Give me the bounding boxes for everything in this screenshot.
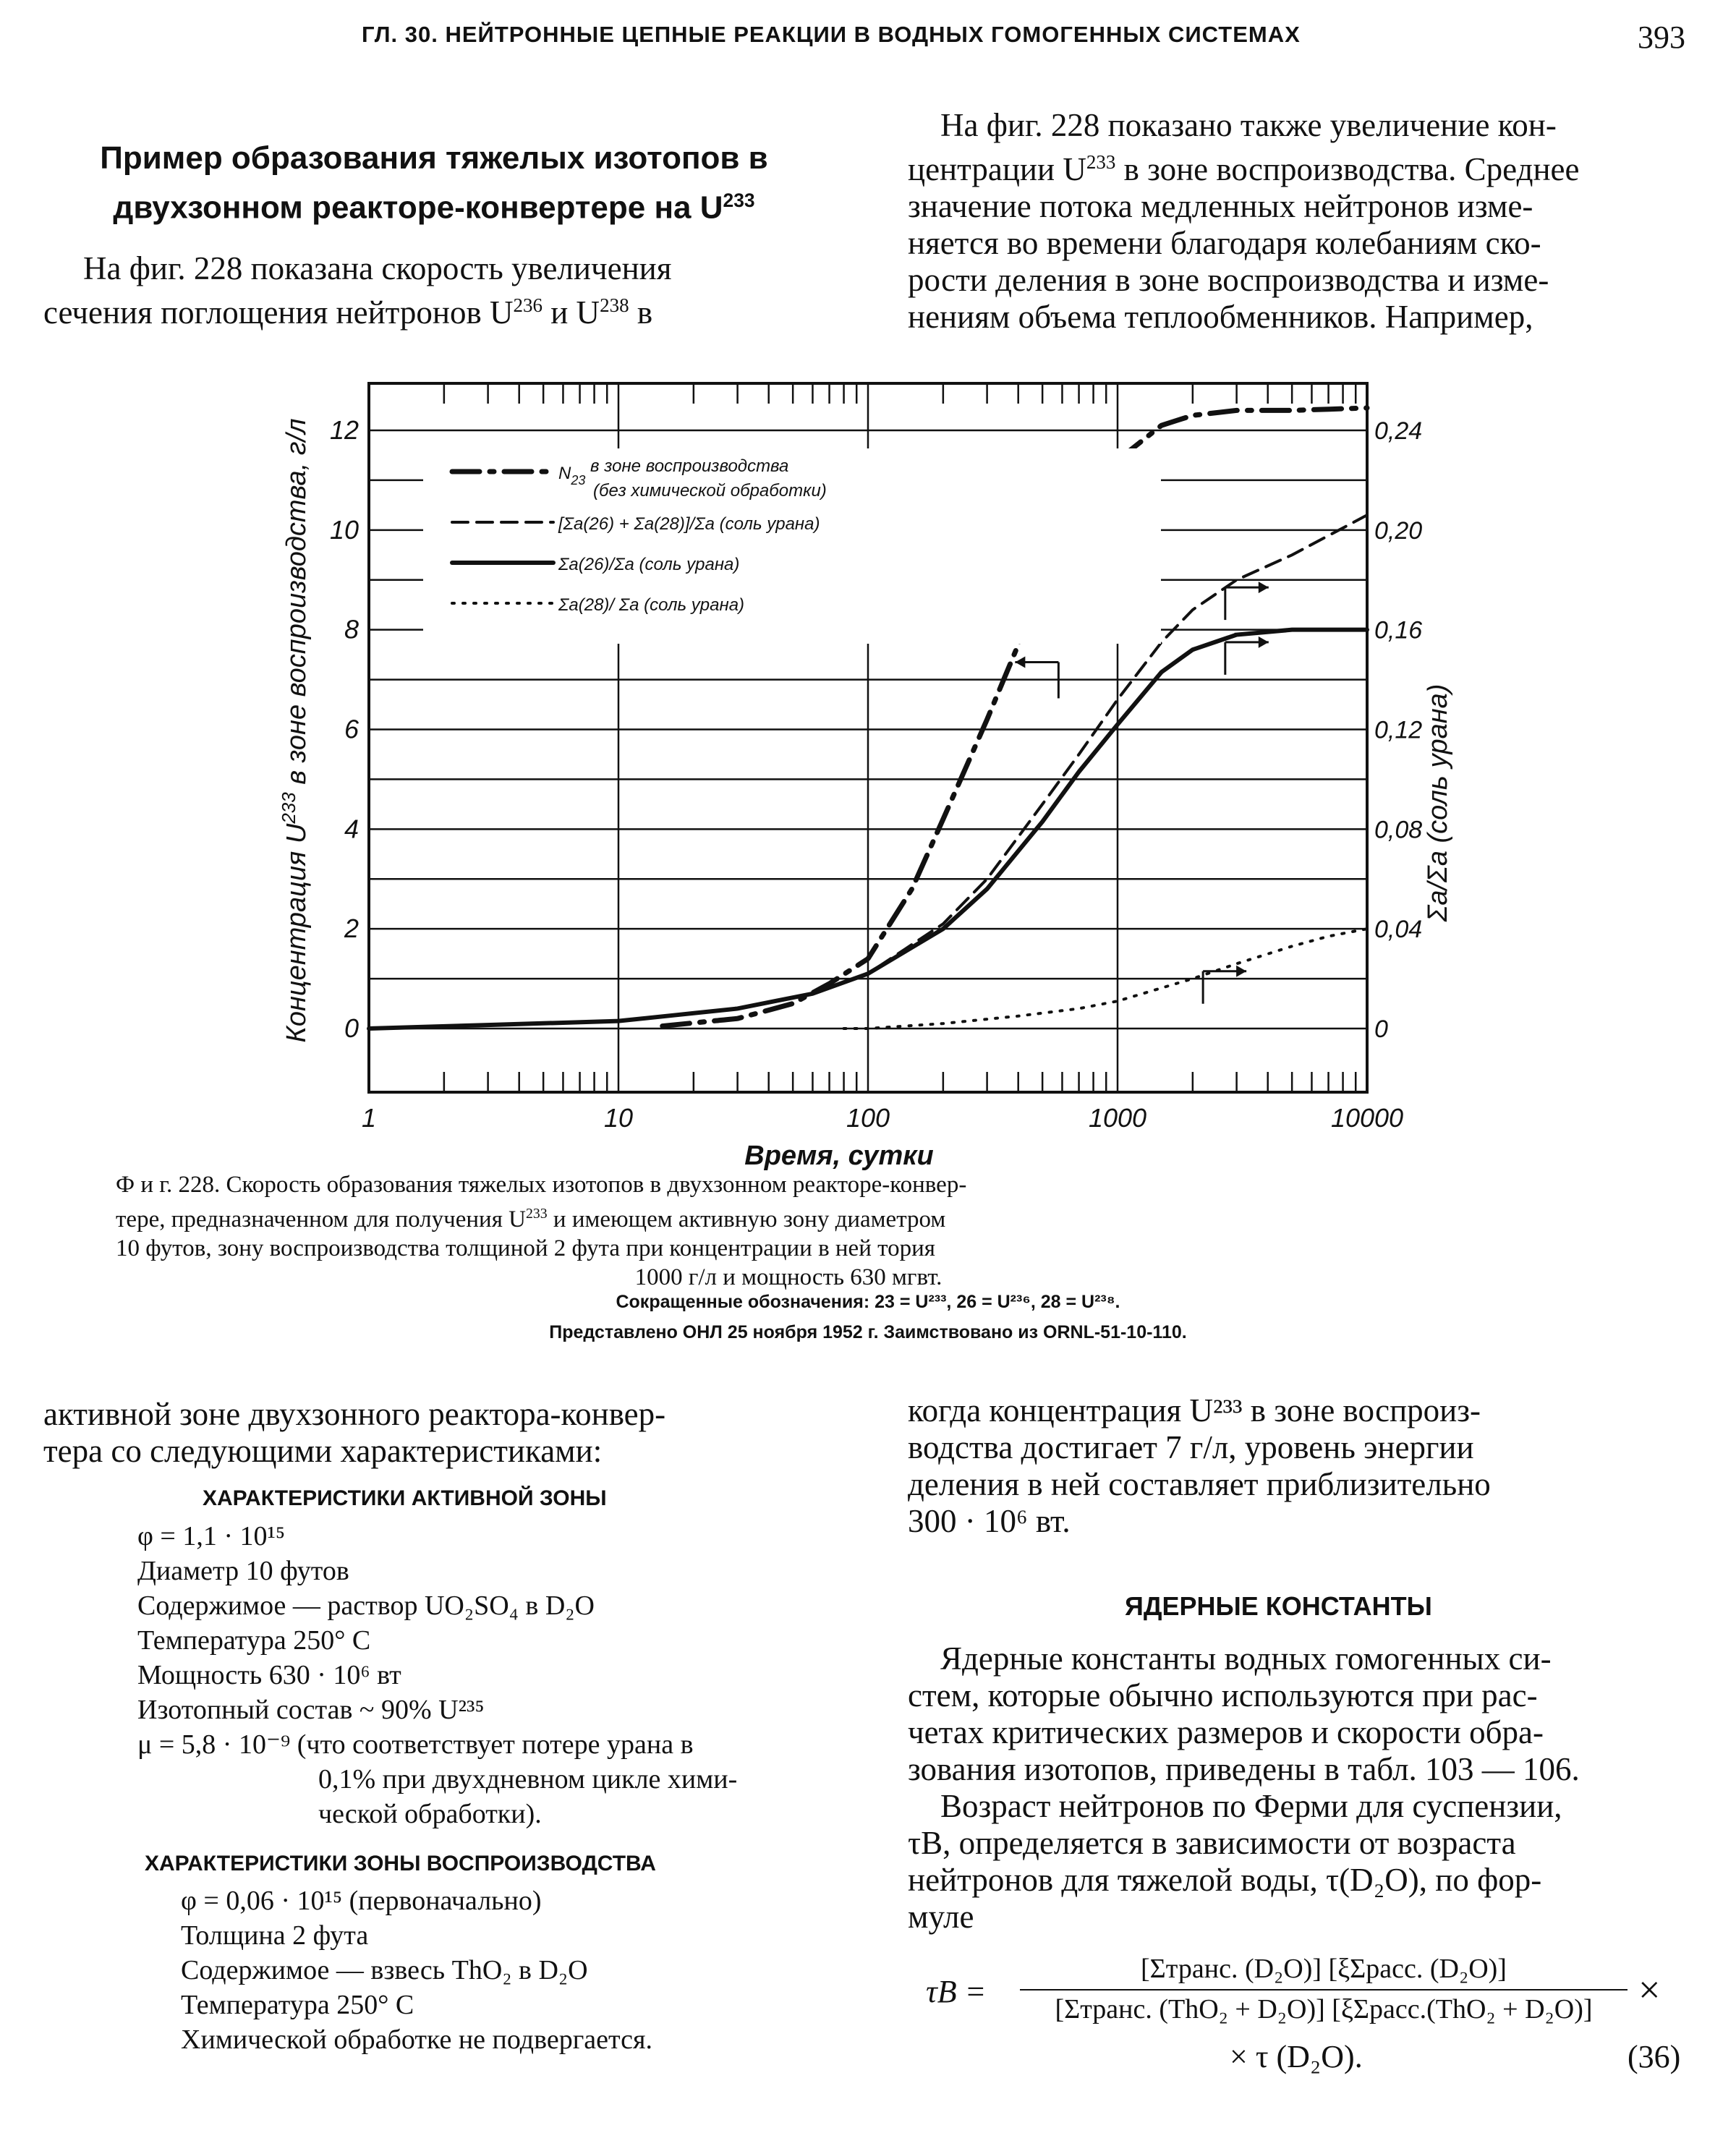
rt-line5: рости деления в зоне воспроизводства и изме- <box>908 262 1549 298</box>
core-heading: ХАРАКТЕРИСТИКИ АКТИВНОЙ ЗОНЫ <box>203 1486 607 1510</box>
x-tick-label: 1000 <box>1088 1103 1147 1133</box>
y-left-tick-label: 0 <box>344 1013 359 1043</box>
running-title: ГЛ. 30. НЕЙТРОННЫЕ ЦЕПНЫЕ РЕАКЦИИ В ВОДНЫХ ГОМОГЕННЫХ СИСТЕМАХ <box>362 22 1301 47</box>
legend-label: Σa(26)/Σa (соль урана) <box>558 555 740 574</box>
y-left-tick-label: 2 <box>344 914 359 944</box>
right-bottom-paragraph <box>908 1392 1685 1540</box>
y-right-axis-label: Σa/Σa (соль урана) <box>1423 684 1453 922</box>
x-tick-label: 10000 <box>1330 1103 1404 1133</box>
y-left-tick-label: 10 <box>329 514 359 545</box>
blanket-item: Содержимое — взвесь ThO₂ в D₂O <box>181 1955 588 1985</box>
left-top-line2 <box>43 287 817 331</box>
p1-line: стем, которые обычно используются при рас- <box>908 1677 1538 1713</box>
lt-sup2: 238 <box>600 294 629 316</box>
right-top-paragraph <box>908 107 1685 336</box>
y-right-tick-label: 0,16 <box>1374 616 1423 644</box>
y-right-tick-label: 0,04 <box>1374 916 1423 944</box>
cap-l2a: тере, предназначенном для получения U <box>116 1206 526 1232</box>
rb-line3: деления в ней составляет приблизительно <box>908 1466 1491 1502</box>
chart-arrows <box>1015 582 1268 1004</box>
caption-line3: 10 футов, зону воспроизводства толщиной 2 фута при концентрации в ней тория <box>116 1235 935 1261</box>
x-tick-label: 10 <box>603 1103 634 1133</box>
axis-indicator-head <box>1259 636 1269 648</box>
caption-line2 <box>116 1199 1461 1234</box>
blanket-item: φ = 0,06 · 10¹⁵ (первоначально) <box>181 1886 542 1916</box>
blanket-spec-list <box>181 1883 652 2057</box>
core-item: Температура 250° С <box>137 1625 371 1656</box>
formula-times: × <box>1638 1968 1661 2011</box>
x-axis-label: Время, сутки <box>744 1141 934 1171</box>
x-tick-label: 100 <box>846 1103 890 1133</box>
p1-line: зования изотопов, приведены в табл. 103 — 106. <box>908 1751 1580 1787</box>
rt-sup: 233 <box>1086 151 1116 173</box>
mu-line1: μ = 5,8 · 10⁻⁹ (что соответствует потере урана в <box>137 1729 694 1760</box>
rt-l2b: в зоне воспроизводства. Среднее <box>1115 151 1580 187</box>
blanket-heading: ХАРАКТЕРИСТИКИ ЗОНЫ ВОСПРОИЗВОДСТВА <box>145 1852 656 1875</box>
p1-line: четах критических размеров и скорости обра- <box>908 1714 1544 1750</box>
lt-sup1: 236 <box>513 294 542 316</box>
p2-line: нейтронов для тяжелой воды, τ(D₂O), по фор- <box>908 1862 1542 1898</box>
legend-label: [Σa(26) + Σa(28)]/Σa (соль урана) <box>558 514 820 534</box>
formula-denominator: [Σтранс. (ThO₂ + D₂O)] [ξΣрасс.(ThO₂ + D₂O)] <box>1055 1994 1593 2024</box>
mu-line2: 0,1% при двухдневном цикле хими- <box>318 1764 738 1794</box>
page-number: 393 <box>1638 20 1685 55</box>
p2-line: τB, определяется в зависимости от возраста <box>908 1825 1516 1861</box>
section-title-line2-text: двухзонном реакторе-конвертере на U <box>113 190 723 226</box>
core-item: Содержимое — раствор UO₂SO₄ в D₂O <box>137 1591 595 1621</box>
section-title-line1: Пример образования тяжелых изотопов в <box>100 140 768 176</box>
rt-line6: нениям объема теплообменников. Например, <box>908 299 1533 335</box>
fraction-bar <box>1020 1989 1628 1990</box>
formula-numerator: [Σтранс. (D₂O)] [ξΣрасс. (D₂O)] <box>1141 1954 1507 1984</box>
equation-number: (36) <box>1628 2039 1681 2074</box>
rt-l2a: центрации U <box>908 151 1086 187</box>
core-item: Изотопный состав ~ 90% U²³⁵ <box>137 1695 485 1725</box>
legend-label: $N_{23}$ в зоне воспроизводства <box>558 456 789 487</box>
cap-l2sup: 233 <box>525 1206 548 1222</box>
legend-label: Σa(28)/ Σa (соль урана) <box>558 595 745 615</box>
nuclear-constants-paragraph <box>908 1640 1685 1936</box>
y-left-tick-label: 6 <box>344 714 359 744</box>
y-right-tick-label: 0,24 <box>1374 417 1423 445</box>
rb-line4: 300 · 10⁶ вт. <box>908 1503 1071 1539</box>
legend-label-continuation: (без химической обработки) <box>593 481 827 501</box>
section-title-line2 <box>43 179 825 229</box>
p2-line: Возраст нейтронов по Ферми для суспензии, <box>940 1788 1562 1824</box>
axis-indicator-head <box>1259 582 1269 593</box>
lt-l2c: в <box>629 294 653 331</box>
core-spec-list <box>137 1519 737 1831</box>
left-top-paragraph <box>43 250 817 331</box>
chart-legend <box>423 448 1161 644</box>
y-right-tick-label: 0 <box>1374 1015 1388 1043</box>
rt-line2 <box>908 144 1685 188</box>
left-top-line1: На фиг. 228 показана скорость увеличения <box>83 250 672 286</box>
lb-line2: тера со следующими характеристиками: <box>43 1433 603 1469</box>
lt-l2b: и U <box>542 294 600 331</box>
y-right-tick-label: 0,20 <box>1374 516 1423 545</box>
x-tick-label: 1 <box>361 1103 377 1133</box>
y-left-tick-label: 12 <box>329 415 359 445</box>
caption-source: Представлено ОНЛ 25 ноября 1952 г. Заимствовано из ORNL-51-10-110. <box>549 1322 1187 1342</box>
caption-abbreviations: Сокращенные обозначения: 23 = U²³³, 26 = U²³⁶, 28 = U²³⁸. <box>616 1292 1120 1312</box>
lt-l2a: сечения поглощения нейтронов U <box>43 294 514 331</box>
axis-indicator-head <box>1015 656 1025 668</box>
figure-228-chart <box>260 369 1453 1172</box>
lb-line1: активной зоне двухзонного реактора-конвер- <box>43 1396 666 1432</box>
rt-line3: значение потока медленных нейтронов изме- <box>908 188 1533 224</box>
y-right-tick-label: 0,12 <box>1374 716 1423 744</box>
section-title-sup: 233 <box>723 190 755 211</box>
core-item: Мощность 630 · 10⁶ вт <box>137 1660 401 1690</box>
p1-line: Ядерные константы водных гомогенных си- <box>940 1640 1552 1677</box>
y-left-axis-label: Концентрация $U^{233}$ в зоне воспроизводства, г/л <box>278 418 312 1043</box>
core-item: Диаметр 10 футов <box>137 1556 349 1586</box>
y-left-tick-label: 4 <box>344 814 359 844</box>
left-bottom-paragraph <box>43 1396 817 1470</box>
p2-line: муле <box>908 1899 974 1935</box>
rb-line2: водства достигает 7 г/л, уровень энергии <box>908 1429 1474 1465</box>
formula-line2: × τ (D₂O). <box>1230 2039 1363 2074</box>
axis-indicator-head <box>1236 966 1246 977</box>
rt-line1: На фиг. 228 показано также увеличение кон- <box>940 107 1557 143</box>
y-left-tick-label: 8 <box>344 614 359 644</box>
blanket-item: Химической обработке не подвергается. <box>181 2024 652 2055</box>
blanket-item: Толщина 2 фута <box>181 1920 369 1951</box>
core-item: φ = 1,1 · 10¹⁵ <box>137 1521 286 1551</box>
mu-line3: ческой обработки). <box>318 1799 542 1829</box>
figure-caption <box>116 1170 1461 1292</box>
caption-line1: Ф и г. 228. Скорость образования тяжелых изотопов в двухзонном реакторе-конвер- <box>116 1172 967 1198</box>
section-title <box>43 137 825 229</box>
blanket-item: Температура 250° С <box>181 1990 414 2020</box>
nuclear-constants-heading: ЯДЕРНЫЕ КОНСТАНТЫ <box>1125 1591 1432 1621</box>
legend-background <box>423 448 1161 644</box>
formula-36 <box>926 1953 1693 2083</box>
y-right-tick-label: 0,08 <box>1374 816 1423 844</box>
caption-line4: 1000 г/л и мощность 630 мгвт. <box>634 1264 943 1290</box>
cap-l2b: и имеющем активную зону диаметром <box>547 1206 946 1232</box>
rb-line1: когда концентрация U²³³ в зоне воспроиз- <box>908 1392 1481 1428</box>
formula-lhs: τB = <box>926 1974 987 2009</box>
rt-line4: няется во времени благодаря колебаниям ско- <box>908 225 1541 261</box>
